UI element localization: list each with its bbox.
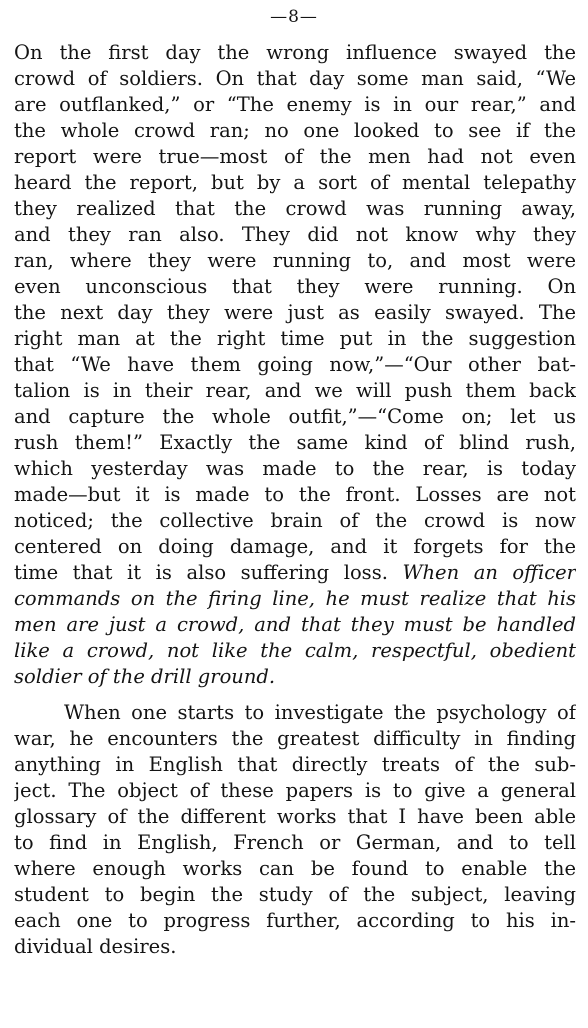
text-line: ran, where they were running to, and most were: [14, 249, 576, 272]
italic-text-line: soldier of the drill ground.: [14, 665, 276, 688]
text-line: anything in English that directly treats of the sub-: [14, 753, 576, 776]
text-line-mixed: [14, 560, 576, 585]
text-line: heard the report, but by a sort of mental telepathy: [14, 171, 576, 194]
text-line: talion is in their rear, and we will push them back: [14, 379, 576, 402]
plain-text-run: time that it is also suffering loss.: [14, 561, 403, 584]
text-line: On the first day the wrong influence swayed the: [14, 41, 576, 64]
text-line: and they ran also. They did not know why they: [14, 223, 576, 246]
text-line: and capture the whole outfit,”—“Come on; let us: [14, 405, 576, 428]
text-line: that “We have them going now,”—“Our other bat-: [14, 353, 576, 376]
text-line: the next day they were just as easily swayed. The: [14, 301, 576, 324]
text-line: When one starts to investigate the psychology of: [64, 701, 576, 724]
text-line: noticed; the collective brain of the crowd is now: [14, 509, 576, 532]
text-line: rush them!” Exactly the same kind of blind rush,: [14, 431, 576, 454]
page-number: —8—: [270, 7, 318, 27]
text-line: crowd of soldiers. On that day some man said, “We: [14, 67, 576, 90]
text-line: student to begin the study of the subject, leaving: [14, 883, 576, 906]
text-line: centered on doing damage, and it forgets for the: [14, 535, 576, 558]
text-line: dividual desires.: [14, 935, 177, 958]
text-line: which yesterday was made to the rear, is today: [14, 457, 576, 480]
text-line: glossary of the different works that I have been able: [14, 805, 576, 828]
text-line: where enough works can be found to enable the: [14, 857, 576, 880]
italic-text-line: commands on the firing line, he must realize that his: [14, 587, 576, 610]
text-line: ject. The object of these papers is to give a general: [14, 779, 576, 802]
text-line: each one to progress further, according to his in-: [14, 909, 576, 932]
text-line: to find in English, French or German, and to tell: [14, 831, 576, 854]
text-line: the whole crowd ran; no one looked to see if the: [14, 119, 576, 142]
italic-text-run: When an officer: [402, 561, 576, 584]
italic-text-line: like a crowd, not like the calm, respectful, obedient: [14, 639, 576, 662]
italic-text-line: men are just a crowd, and that they must be handled: [14, 613, 576, 636]
text-line: even unconscious that they were running. On: [14, 275, 576, 298]
text-line: report were true—most of the men had not even: [14, 145, 576, 168]
text-line: are outflanked,” or “The enemy is in our rear,” and: [14, 93, 576, 116]
text-line: war, he encounters the greatest difficulty in finding: [14, 727, 576, 750]
text-line: made—but it is made to the front. Losses are not: [14, 483, 576, 506]
text-line: right man at the right time put in the suggestion: [14, 327, 576, 350]
text-line: they realized that the crowd was running away,: [14, 197, 576, 220]
